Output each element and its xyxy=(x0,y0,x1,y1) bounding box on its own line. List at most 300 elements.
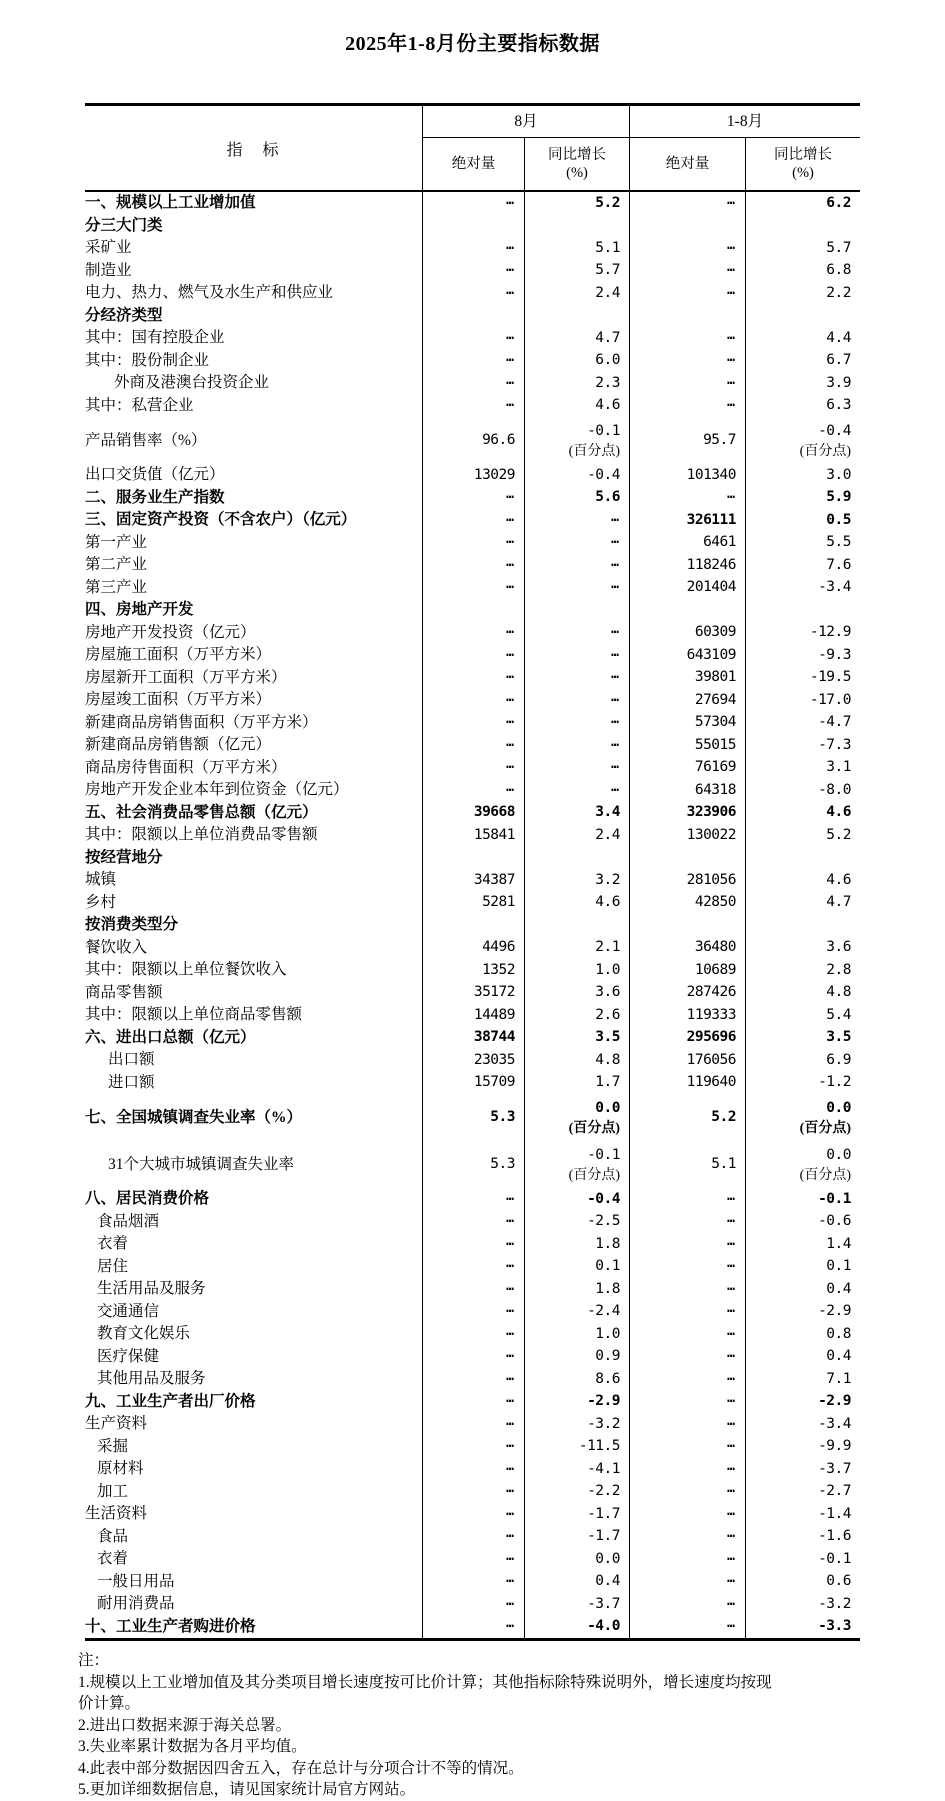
row-label: 第一产业 xyxy=(85,533,148,551)
row-value: 0.1 xyxy=(745,1256,860,1279)
row-value: … xyxy=(524,622,629,645)
table-row xyxy=(85,1616,860,1639)
row-value: 10689 xyxy=(629,959,745,982)
row-value: 119333 xyxy=(629,1004,745,1027)
row-label: 商品房待售面积（万平方米） xyxy=(85,758,287,776)
table-row xyxy=(85,667,860,690)
row-value xyxy=(745,599,860,622)
row-value: … xyxy=(422,395,524,418)
table-row xyxy=(85,734,860,757)
row-value: … xyxy=(422,644,524,667)
row-value: 95.7 xyxy=(629,417,745,464)
row-value: 34387 xyxy=(422,869,524,892)
table-row xyxy=(85,417,860,464)
row-value: … xyxy=(422,327,524,350)
row-value: … xyxy=(422,1233,524,1256)
row-value: 287426 xyxy=(629,982,745,1005)
table-row xyxy=(85,1301,860,1324)
row-value: -3.2 xyxy=(524,1413,629,1436)
row-label: 制造业 xyxy=(85,261,132,279)
row-value: … xyxy=(422,532,524,555)
row-value: … xyxy=(422,1391,524,1414)
table-row xyxy=(85,1391,860,1414)
row-value: … xyxy=(629,1458,745,1481)
row-value: … xyxy=(422,1413,524,1436)
row-value: -2.2 xyxy=(524,1481,629,1504)
table-row xyxy=(85,215,860,238)
row-value: 323906 xyxy=(629,802,745,825)
table-row xyxy=(85,1188,860,1211)
row-value: -2.7 xyxy=(745,1481,860,1504)
row-value: … xyxy=(629,1526,745,1549)
row-value: 3.5 xyxy=(524,1027,629,1050)
row-value: 118246 xyxy=(629,554,745,577)
row-value: … xyxy=(422,712,524,735)
table-row xyxy=(85,237,860,260)
table-row xyxy=(85,372,860,395)
row-value: 60309 xyxy=(629,622,745,645)
row-value xyxy=(745,215,860,238)
row-value: 4.6 xyxy=(745,802,860,825)
row-label: 按经营地分 xyxy=(85,848,163,866)
row-value xyxy=(629,914,745,937)
row-value xyxy=(745,847,860,870)
row-value: … xyxy=(629,1436,745,1459)
row-value: 3.0 xyxy=(745,464,860,487)
row-value: 39801 xyxy=(629,667,745,690)
row-value: … xyxy=(422,1346,524,1369)
row-value: 6.2 xyxy=(745,192,860,215)
table-row xyxy=(85,1211,860,1234)
table-row xyxy=(85,622,860,645)
row-label: 生活资料 xyxy=(85,1505,148,1523)
table-row xyxy=(85,1413,860,1436)
row-value: … xyxy=(629,282,745,305)
table-body xyxy=(85,192,860,1638)
row-label: 按消费类型分 xyxy=(85,916,179,934)
table-row xyxy=(85,1233,860,1256)
row-value: 5.7 xyxy=(745,237,860,260)
row-label: 电力、热力、燃气及水生产和供应业 xyxy=(85,284,334,302)
row-value: … xyxy=(629,1233,745,1256)
table-row xyxy=(85,192,860,215)
row-label: 分三大门类 xyxy=(85,216,163,234)
row-value xyxy=(524,215,629,238)
row-value: 5.1 xyxy=(524,237,629,260)
row-label: 加工 xyxy=(97,1482,129,1500)
row-value: -3.7 xyxy=(745,1458,860,1481)
row-value: -4.7 xyxy=(745,712,860,735)
row-value: 5.2 xyxy=(629,1094,745,1141)
table-row xyxy=(85,1481,860,1504)
row-value: -0.4 (百分点) xyxy=(745,417,860,464)
row-value: … xyxy=(422,192,524,215)
row-value: -3.4 xyxy=(745,1413,860,1436)
row-label: 进口额 xyxy=(108,1073,155,1091)
row-label: 生活用品及服务 xyxy=(97,1280,206,1298)
note-item: 3.失业率累计数据为各月平均值。 xyxy=(78,1738,307,1755)
notes-list xyxy=(78,1672,784,1801)
row-value: … xyxy=(629,1571,745,1594)
row-value: -2.4 xyxy=(524,1301,629,1324)
row-value: … xyxy=(422,1548,524,1571)
header-sub-row xyxy=(422,138,860,190)
row-value: 176056 xyxy=(629,1049,745,1072)
row-label: 二、服务业生产指数 xyxy=(85,488,225,506)
row-value: … xyxy=(422,1503,524,1526)
row-value: 5.4 xyxy=(745,1004,860,1027)
row-label: 原材料 xyxy=(97,1460,144,1478)
table-row xyxy=(85,1368,860,1391)
row-value: 0.0 (百分点) xyxy=(745,1094,860,1141)
table-row xyxy=(85,464,860,487)
subheader-absolute-jan-aug: 绝对量 xyxy=(629,138,745,190)
row-label: 房屋新开工面积（万平方米） xyxy=(85,668,287,686)
row-value: … xyxy=(422,282,524,305)
row-value: 6.7 xyxy=(745,350,860,373)
row-value: … xyxy=(422,1593,524,1616)
row-value: 5.3 xyxy=(422,1141,524,1188)
row-value: 5.3 xyxy=(422,1094,524,1141)
row-value: … xyxy=(422,260,524,283)
table-row xyxy=(85,1049,860,1072)
table-row xyxy=(85,1571,860,1594)
row-label: 其他用品及服务 xyxy=(97,1370,206,1388)
row-value: -7.3 xyxy=(745,734,860,757)
row-label: 一、规模以上工业增加值 xyxy=(85,194,256,212)
row-value: … xyxy=(629,192,745,215)
row-label: 房屋竣工面积（万平方米） xyxy=(85,691,272,709)
row-label: 耐用消费品 xyxy=(97,1595,175,1613)
row-label: 餐饮收入 xyxy=(85,938,148,956)
table-row xyxy=(85,1027,860,1050)
row-label: 其中：限额以上单位消费品零售额 xyxy=(85,826,318,844)
row-label: 四、房地产开发 xyxy=(85,601,194,619)
table-row xyxy=(85,1436,860,1459)
table-row xyxy=(85,1548,860,1571)
subheader-yoy-august: 同比增长 (%) xyxy=(524,138,629,190)
row-value: … xyxy=(629,1503,745,1526)
table-row xyxy=(85,327,860,350)
row-value: … xyxy=(422,554,524,577)
row-value: -2.9 xyxy=(745,1301,860,1324)
table-row xyxy=(85,350,860,373)
row-value: 5.7 xyxy=(524,260,629,283)
row-value xyxy=(524,305,629,328)
table-row xyxy=(85,260,860,283)
row-value: -11.5 xyxy=(524,1436,629,1459)
page-title: 2025年1-8月份主要指标数据 xyxy=(345,33,600,55)
row-value: 35172 xyxy=(422,982,524,1005)
row-value: -4.0 xyxy=(524,1616,629,1639)
table-row xyxy=(85,779,860,802)
row-label: 采矿业 xyxy=(85,239,132,257)
table-row xyxy=(85,1323,860,1346)
table-row xyxy=(85,982,860,1005)
row-label: 城镇 xyxy=(85,871,117,889)
row-value: -2.5 xyxy=(524,1211,629,1234)
row-value: -4.1 xyxy=(524,1458,629,1481)
note-item: 4.此表中部分数据因四舍五入，存在总计与分项合计不等的情况。 xyxy=(78,1759,524,1777)
indicators-table xyxy=(85,103,860,1641)
row-label: 第二产业 xyxy=(85,556,148,574)
row-value: 2.4 xyxy=(524,824,629,847)
row-value: … xyxy=(422,1616,524,1639)
row-value: 64318 xyxy=(629,779,745,802)
row-label: 十、工业生产者购进价格 xyxy=(85,1617,256,1635)
row-value: 55015 xyxy=(629,734,745,757)
notes-heading: 注： xyxy=(78,1652,110,1669)
row-label: 衣着 xyxy=(97,1550,129,1568)
header-col-group-jan-aug: 1-8月 xyxy=(629,106,860,138)
row-value: … xyxy=(422,1256,524,1279)
row-value: 27694 xyxy=(629,689,745,712)
row-value: … xyxy=(524,667,629,690)
row-value: … xyxy=(422,1481,524,1504)
row-value: 326111 xyxy=(629,509,745,532)
row-label: 食品烟酒 xyxy=(97,1212,160,1230)
row-value: 57304 xyxy=(629,712,745,735)
row-value xyxy=(745,914,860,937)
row-value: 130022 xyxy=(629,824,745,847)
table-row xyxy=(85,869,860,892)
row-value xyxy=(524,847,629,870)
row-label: 五、社会消费品零售总额（亿元） xyxy=(85,803,318,821)
table-row xyxy=(85,1094,860,1141)
note-item: 1.规模以上工业增加值及其分类项目增长速度按可比价计算；其他指标除特殊说明外，增长速度均按现价计算。 xyxy=(78,1673,772,1712)
table-row xyxy=(85,644,860,667)
row-value: 2.4 xyxy=(524,282,629,305)
row-label: 三、固定资产投资（不含农户）（亿元） xyxy=(85,511,357,529)
row-value: -8.0 xyxy=(745,779,860,802)
row-value: 0.0 (百分点) xyxy=(745,1141,860,1188)
row-value: 0.6 xyxy=(745,1571,860,1594)
row-value: -1.7 xyxy=(524,1503,629,1526)
row-label: 七、全国城镇调查失业率（%） xyxy=(85,1108,303,1126)
row-value: -9.9 xyxy=(745,1436,860,1459)
row-value: 1.8 xyxy=(524,1233,629,1256)
row-value: 42850 xyxy=(629,892,745,915)
row-value: -1.7 xyxy=(524,1526,629,1549)
row-value: … xyxy=(629,1481,745,1504)
row-value: … xyxy=(422,1436,524,1459)
row-label: 房地产开发企业本年到位资金（亿元） xyxy=(85,781,349,799)
row-value: 5.9 xyxy=(745,487,860,510)
row-value: … xyxy=(422,509,524,532)
row-value: … xyxy=(422,237,524,260)
row-value: 6.3 xyxy=(745,395,860,418)
table-row xyxy=(85,1004,860,1027)
row-value: 3.6 xyxy=(745,937,860,960)
row-value: -3.7 xyxy=(524,1593,629,1616)
note-item: 2.进出口数据来源于海关总署。 xyxy=(78,1716,292,1734)
row-value: 281056 xyxy=(629,869,745,892)
table-row xyxy=(85,577,860,600)
row-value: … xyxy=(422,487,524,510)
row-value xyxy=(629,215,745,238)
row-label: 其中：国有控股企业 xyxy=(85,329,225,347)
row-value: … xyxy=(524,734,629,757)
subheader-yoy-jan-aug: 同比增长 (%) xyxy=(745,138,860,190)
row-label: 医疗保健 xyxy=(97,1347,160,1365)
note-item: 5.更加详细数据信息，请见国家统计局官方网站。 xyxy=(78,1781,416,1798)
row-label: 产品销售率（%） xyxy=(85,431,207,449)
table-row xyxy=(85,1346,860,1369)
table-row xyxy=(85,599,860,622)
row-value: … xyxy=(422,1301,524,1324)
row-value: -3.2 xyxy=(745,1593,860,1616)
row-value: … xyxy=(629,1323,745,1346)
row-value: 643109 xyxy=(629,644,745,667)
header-col-group-august: 8月 xyxy=(422,106,629,138)
row-value: 3.2 xyxy=(524,869,629,892)
table-row xyxy=(85,937,860,960)
row-value: 0.5 xyxy=(745,509,860,532)
row-label: 分经济类型 xyxy=(85,306,163,324)
table-row xyxy=(85,802,860,825)
row-value: … xyxy=(629,1346,745,1369)
table-row xyxy=(85,1458,860,1481)
table-row xyxy=(85,712,860,735)
row-value xyxy=(524,599,629,622)
row-value: 1352 xyxy=(422,959,524,982)
header-group-row xyxy=(422,106,860,138)
row-label: 八、居民消费价格 xyxy=(85,1190,210,1208)
row-value: 2.3 xyxy=(524,372,629,395)
table-row xyxy=(85,554,860,577)
row-value: 38744 xyxy=(422,1027,524,1050)
row-value: 5.6 xyxy=(524,487,629,510)
table-row xyxy=(85,305,860,328)
row-value: … xyxy=(422,1368,524,1391)
row-value: … xyxy=(422,1278,524,1301)
row-value: 36480 xyxy=(629,937,745,960)
table-row xyxy=(85,959,860,982)
row-value xyxy=(629,305,745,328)
row-value: 295696 xyxy=(629,1027,745,1050)
row-value: 3.5 xyxy=(745,1027,860,1050)
row-value: … xyxy=(422,372,524,395)
row-value: … xyxy=(629,372,745,395)
row-label: 新建商品房销售额（亿元） xyxy=(85,736,272,754)
row-value: … xyxy=(629,1391,745,1414)
row-value: 1.0 xyxy=(524,959,629,982)
header-indicator-label: 指 标 xyxy=(226,141,281,159)
row-value: 1.4 xyxy=(745,1233,860,1256)
table-row xyxy=(85,487,860,510)
row-value: -0.1 xyxy=(745,1188,860,1211)
row-value: 4.8 xyxy=(524,1049,629,1072)
row-value: -0.1 (百分点) xyxy=(524,417,629,464)
row-value: … xyxy=(629,1211,745,1234)
table-row xyxy=(85,1593,860,1616)
row-value: 6.0 xyxy=(524,350,629,373)
row-value: … xyxy=(422,1526,524,1549)
table-row xyxy=(85,282,860,305)
row-value: … xyxy=(422,622,524,645)
row-value: 4.6 xyxy=(745,869,860,892)
row-value: … xyxy=(422,1188,524,1211)
row-value: … xyxy=(524,509,629,532)
row-value: -3.3 xyxy=(745,1616,860,1639)
row-value: 3.9 xyxy=(745,372,860,395)
row-value: … xyxy=(629,1548,745,1571)
row-value: 8.6 xyxy=(524,1368,629,1391)
notes-section xyxy=(78,1650,784,1801)
row-value: -17.0 xyxy=(745,689,860,712)
row-value: 2.2 xyxy=(745,282,860,305)
row-value: … xyxy=(629,1301,745,1324)
row-value: … xyxy=(629,350,745,373)
row-label: 其中：私营企业 xyxy=(85,396,194,414)
row-value: 4.7 xyxy=(524,327,629,350)
row-value: 0.1 xyxy=(524,1256,629,1279)
row-value: 76169 xyxy=(629,757,745,780)
row-value xyxy=(629,847,745,870)
row-value: -12.9 xyxy=(745,622,860,645)
row-label: 31个大城市城镇调查失业率 xyxy=(108,1155,295,1173)
row-value: 0.4 xyxy=(745,1278,860,1301)
row-value: … xyxy=(629,487,745,510)
row-value: … xyxy=(422,667,524,690)
row-value: -2.9 xyxy=(524,1391,629,1414)
row-label: 出口交货值（亿元） xyxy=(85,466,225,484)
row-value: 2.6 xyxy=(524,1004,629,1027)
row-value xyxy=(422,847,524,870)
row-value: 0.8 xyxy=(745,1323,860,1346)
row-value: -1.4 xyxy=(745,1503,860,1526)
table-row xyxy=(85,395,860,418)
table-row xyxy=(85,1526,860,1549)
row-value: 6.8 xyxy=(745,260,860,283)
row-label: 外商及港澳台投资企业 xyxy=(114,374,270,392)
row-label: 出口额 xyxy=(108,1051,155,1069)
row-value: 6461 xyxy=(629,532,745,555)
table-row xyxy=(85,509,860,532)
row-value: 5.2 xyxy=(745,824,860,847)
row-value: -0.1 xyxy=(745,1548,860,1571)
row-value: … xyxy=(422,577,524,600)
row-value: 7.6 xyxy=(745,554,860,577)
row-value: 2.1 xyxy=(524,937,629,960)
row-value: … xyxy=(422,1571,524,1594)
row-value: … xyxy=(524,577,629,600)
row-value: 2.8 xyxy=(745,959,860,982)
row-value: 39668 xyxy=(422,802,524,825)
row-label: 其中：股份制企业 xyxy=(85,351,210,369)
row-value: 0.0 (百分点) xyxy=(524,1094,629,1141)
row-value: … xyxy=(524,689,629,712)
table-row xyxy=(85,1503,860,1526)
row-label: 教育文化娱乐 xyxy=(97,1325,191,1343)
row-value: … xyxy=(629,1188,745,1211)
row-value xyxy=(422,215,524,238)
row-value: 4496 xyxy=(422,937,524,960)
row-value xyxy=(745,305,860,328)
row-value: 14489 xyxy=(422,1004,524,1027)
row-value: … xyxy=(422,1458,524,1481)
table-row xyxy=(85,689,860,712)
row-value: 6.9 xyxy=(745,1049,860,1072)
row-value: 0.0 xyxy=(524,1548,629,1571)
row-value: 5.1 xyxy=(629,1141,745,1188)
table-header xyxy=(85,106,860,192)
row-value: 0.4 xyxy=(745,1346,860,1369)
row-value xyxy=(422,599,524,622)
row-label: 乡村 xyxy=(85,893,117,911)
row-value xyxy=(629,599,745,622)
row-value: -2.9 xyxy=(745,1391,860,1414)
